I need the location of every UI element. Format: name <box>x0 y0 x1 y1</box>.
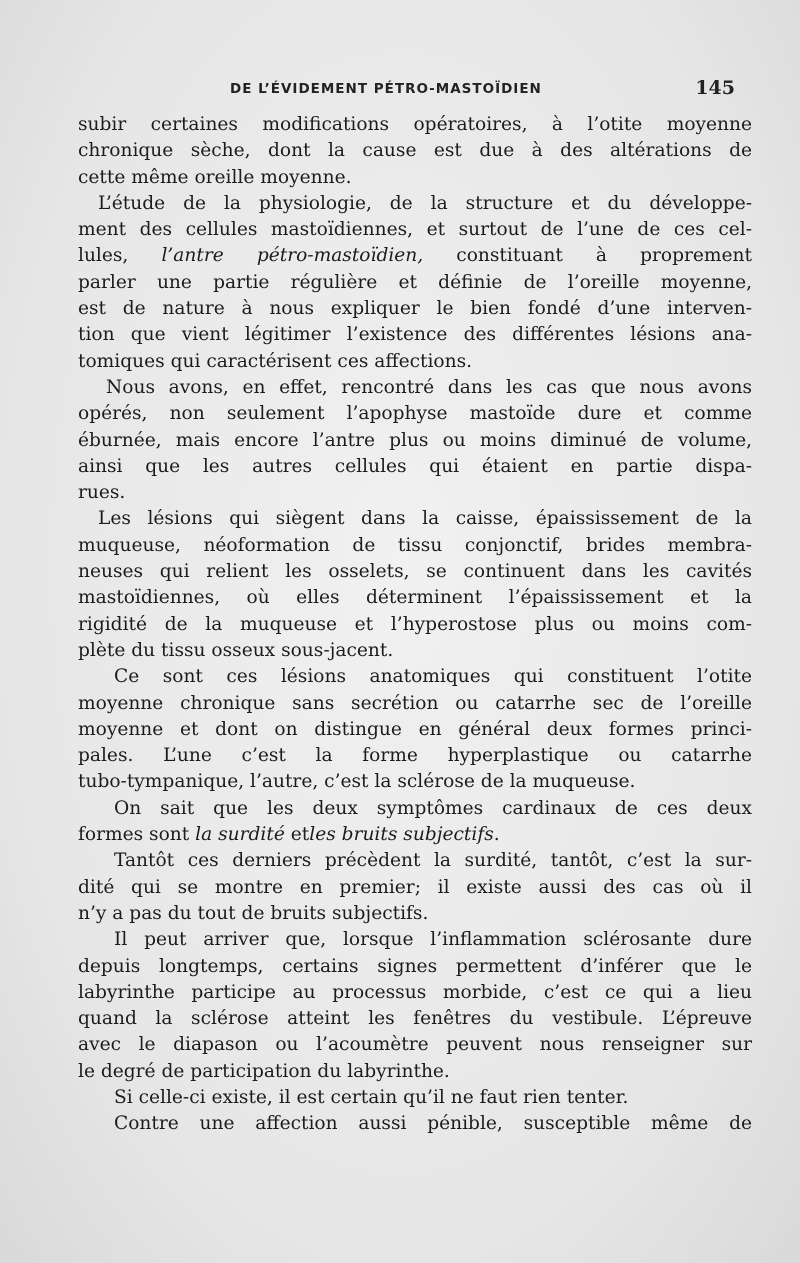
italic-term: les bruits subjectifs <box>309 824 494 846</box>
text-line: tubo-tympanique, l’autre, c’est la sclérose de la muqueuse. <box>78 771 636 793</box>
text-line: est de nature à nous expliquer le bien fondé d’une interven- <box>78 298 752 320</box>
text-line: opérés, non seulement l’apophyse mastoïde dure et comme <box>78 403 752 425</box>
text-line: Il peut arriver que, lorsque l’inflammation sclérosante dure <box>114 929 752 951</box>
text-line: tomiques qui caractérisent ces affections. <box>78 350 473 372</box>
text-line: avec le diapason ou l’acoumètre peuvent nous renseigner sur <box>78 1034 752 1056</box>
text-line: Tantôt ces derniers précèdent la surdité, tantôt, c’est la sur- <box>114 850 752 872</box>
text-line: n’y a pas du tout de bruits subjectifs. <box>78 902 429 924</box>
text-line: On sait que les deux symptômes cardinaux de ces deux <box>114 797 752 819</box>
body-text <box>78 112 752 1138</box>
text-line: ment des cellules mastoïdiennes, et surtout de l’une de ces cel- <box>78 219 752 241</box>
text-line: subir certaines modifications opératoires, à l’otite moyenne <box>78 114 752 135</box>
text-span: et <box>290 824 310 846</box>
text-line: cette même oreille moyenne. <box>78 166 352 188</box>
text-line <box>78 822 752 848</box>
text-line: le degré de participation du labyrinthe. <box>78 1060 450 1082</box>
text-line: rues. <box>78 482 126 504</box>
text-line: Les lésions qui siègent dans la caisse, épaississement de la <box>98 508 752 530</box>
text-line: Ce sont ces lésions anatomiques qui constituent l’otite <box>114 666 752 688</box>
text-line: moyenne et dont on distingue en général deux formes princi- <box>78 718 752 740</box>
text-line: labyrinthe participe au processus morbide, c’est ce qui a lieu <box>78 981 752 1003</box>
running-title: DE L’ÉVIDEMENT PÉTRO-MASTOÏDIEN <box>230 81 542 97</box>
text-line: quand la sclérose atteint les fenêtres du vestibule. L’épreuve <box>78 1008 752 1030</box>
text-span: formes sont <box>78 824 190 846</box>
text-span: . <box>493 824 500 846</box>
text-line: moyenne chronique sans secrétion ou catarrhe sec de l’oreille <box>78 692 752 714</box>
text-line: Contre une affection aussi pénible, susceptible même de <box>114 1113 752 1135</box>
italic-term: la surdité <box>195 824 285 846</box>
text-span: constituant à proprement <box>456 245 752 267</box>
text-line: depuis longtemps, certains signes permettent d’inférer que le <box>78 955 752 977</box>
text-line: muqueuse, néoformation de tissu conjonctif, brides membra- <box>78 534 752 556</box>
text-span: lules, <box>78 245 129 267</box>
text-line: Si celle-ci existe, il est certain qu’il ne faut rien tenter. <box>114 1086 629 1108</box>
text-line: dité qui se montre en premier; il existe aussi des cas où il <box>78 876 752 898</box>
text-line: Nous avons, en effet, rencontré dans les cas que nous avons <box>106 376 752 398</box>
text-line <box>78 243 752 269</box>
text-line: pales. L’une c’est la forme hyperplastique ou catarrhe <box>78 745 752 767</box>
text-line: neuses qui relient les osselets, se continuent dans les cavités <box>78 561 752 583</box>
text-line: plète du tissu osseux sous-jacent. <box>78 639 394 661</box>
text-line: rigidité de la muqueuse et l’hyperostose plus ou moins com- <box>78 613 752 635</box>
text-line: chronique sèche, dont la cause est due à des altérations de <box>78 140 752 162</box>
text-line: ainsi que les autres cellules qui étaient en partie dispa- <box>78 455 752 477</box>
text-line: mastoïdiennes, où elles déterminent l’épaississement et la <box>78 587 752 609</box>
text-line: parler une partie régulière et définie de l’oreille moyenne, <box>78 271 752 293</box>
text-line: tion que vient légitimer l’existence des différentes lésions ana- <box>78 324 752 346</box>
text-line: éburnée, mais encore l’antre plus ou moins diminué de volume, <box>78 429 752 451</box>
text-line: L’étude de la physiologie, de la structure et du développe- <box>98 192 752 214</box>
italic-term: l’antre pétro-mastoïdien, <box>161 245 424 267</box>
running-head <box>230 77 735 101</box>
page-number: 145 <box>695 77 735 99</box>
